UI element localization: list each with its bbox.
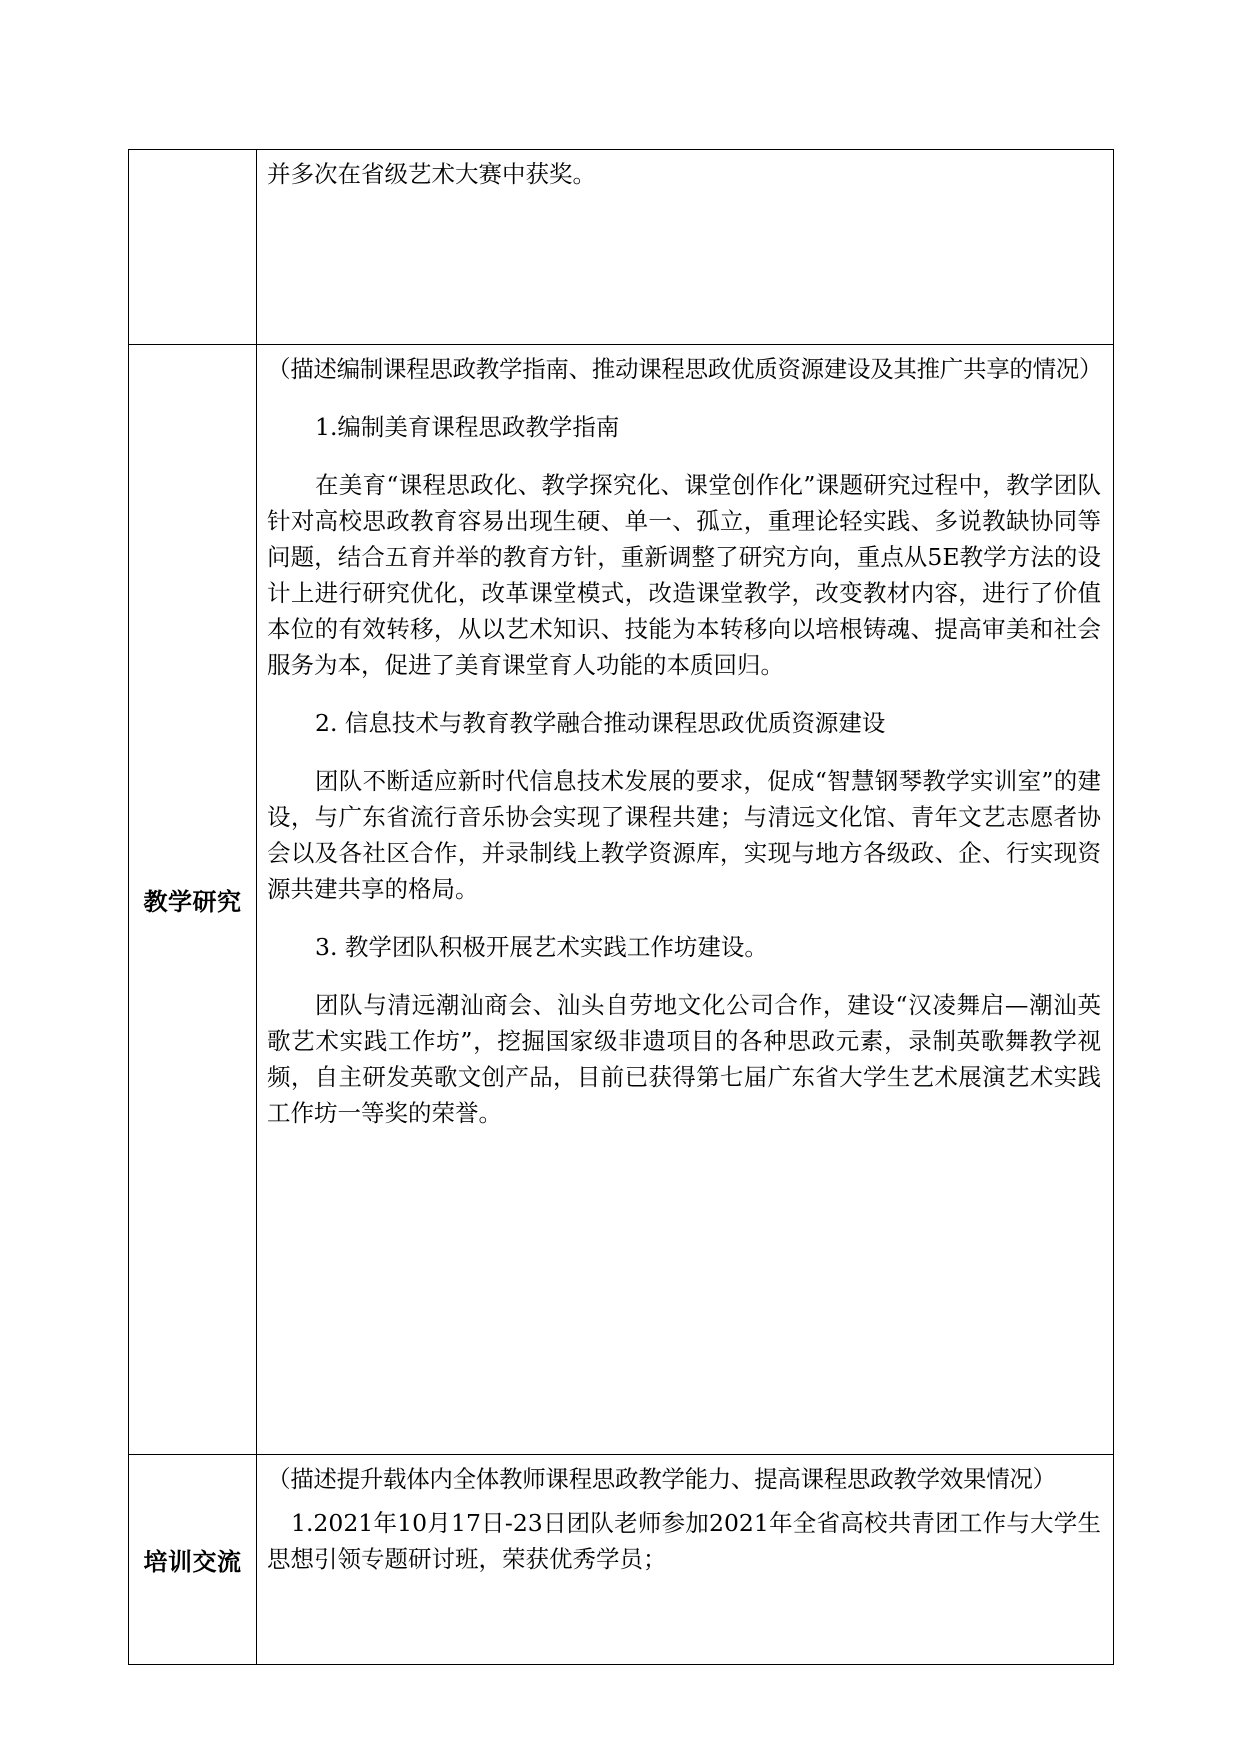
continuation-cell [257,150,1114,345]
section-body-1: 在美育“课程思政化、教学探究化、课堂创作化”课题研究过程中，教学团队针对高校思政教育容易出现生硬、单一、孤立，重理论轻实践、多说教缺协同等问题，结合五育并举的教育方针，重新调整了研究方向，重点从5E教学方法的设计上进行研究优化，改革课堂模式，改造课堂教学，改变教材内容，进行了价值本位的有效转移，从以艺术知识、技能为本转移向以培根铸魂、提高审美和社会服务为本，促进了美育课堂育人功能的本质回归。 [267,471,1101,679]
section-hint: （描述提升载体内全体教师课程思政教学能力、提高课程思政教学效果情况） [267,1465,1056,1493]
section-hint: （描述编制课程思政教学指南、推动课程思政优质资源建设及其推广共享的情况） [267,355,1103,383]
section-body-2: 团队不断适应新时代信息技术发展的要求，促成“智慧钢琴教学实训室”的建设，与广东省流行音乐协会实现了课程共建；与清远文化馆、青年文艺志愿者协会以及各社区合作，并录制线上教学资源库，实现与地方各级政、企、行实现资源共建共享的格局。 [267,767,1101,903]
table-row [129,345,1114,1455]
row-label-teaching-research: 教学研究 [129,345,257,1455]
section-heading-1: 1.编制美育课程思政教学指南 [315,413,620,441]
table-row [129,1455,1114,1665]
table-row [129,150,1114,345]
row-label-training-exchange: 培训交流 [129,1455,257,1665]
application-form-table [128,149,1114,1665]
section-heading-2: 2. 信息技术与教育教学融合推动课程思政优质资源建设 [315,709,886,737]
continuation-text: 并多次在省级艺术大赛中获奖。 [267,160,596,188]
row-label-empty [129,150,257,345]
training-exchange-content [257,1455,1114,1665]
section-body-3: 团队与清远潮汕商会、汕头自劳地文化公司合作，建设“汉凌舞启—潮汕英歌艺术实践工作坊”，挖掘国家级非遗项目的各种思政元素，录制英歌舞教学视频，自主研发英歌文创产品，目前已获得第七届广东省大学生艺术展演艺术实践工作坊一等奖的荣誉。 [267,991,1101,1127]
training-item-1: 1.2021年10月17日-23日团队老师参加2021年全省高校共青团工作与大学生思想引领专题研讨班，荣获优秀学员； [267,1509,1101,1573]
section-heading-3: 3. 教学团队积极开展艺术实践工作坊建设。 [315,933,768,961]
teaching-research-content [257,345,1114,1455]
